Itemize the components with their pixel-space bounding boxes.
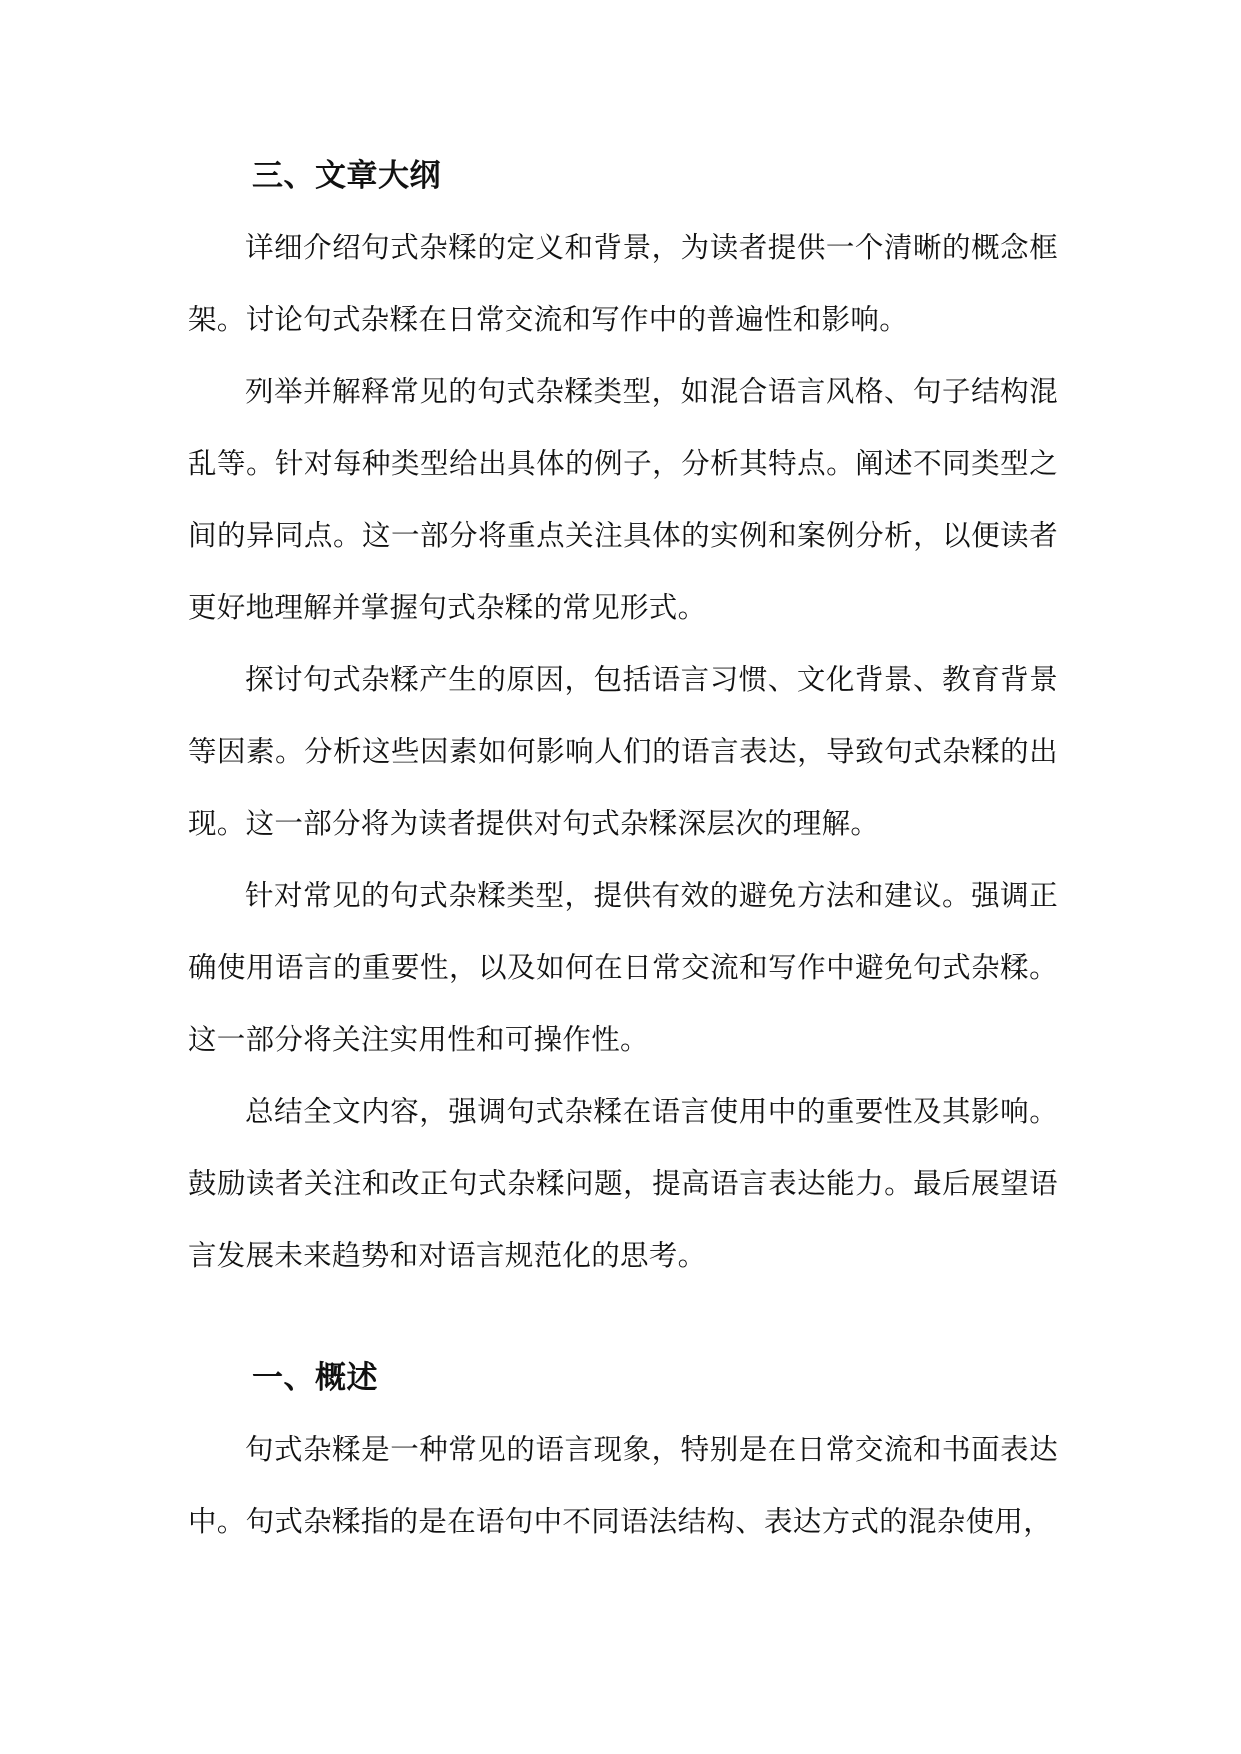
section-heading-outline: 三、文章大纲 [252,158,441,194]
document-body [188,140,1058,1558]
section-heading-overview: 一、概述 [252,1360,378,1396]
overview-paragraph-1: 句式杂糅是一种常见的语言现象，特别是在日常交流和书面表达中。句式杂糅指的是在语句中不同语法结构、表达方式的混杂使用， [188,1433,1058,1538]
outline-paragraph-3: 探讨句式杂糅产生的原因，包括语言习惯、文化背景、教育背景等因素。分析这些因素如何影响人们的语言表达，导致句式杂糅的出现。这一部分将为读者提供对句式杂糅深层次的理解。 [188,663,1058,840]
outline-paragraph-4: 针对常见的句式杂糅类型，提供有效的避免方法和建议。强调正确使用语言的重要性，以及如何在日常交流和写作中避免句式杂糅。这一部分将关注实用性和可操作性。 [188,879,1058,1056]
outline-paragraph-5: 总结全文内容，强调句式杂糅在语言使用中的重要性及其影响。鼓励读者关注和改正句式杂糅问题，提高语言表达能力。最后展望语言发展未来趋势和对语言规范化的思考。 [188,1095,1058,1272]
outline-paragraph-2: 列举并解释常见的句式杂糅类型，如混合语言风格、句子结构混乱等。针对每种类型给出具体的例子，分析其特点。阐述不同类型之间的异同点。这一部分将重点关注具体的实例和案例分析，以便读者更好地理解并掌握句式杂糅的常见形式。 [188,375,1058,624]
outline-paragraph-1: 详细介绍句式杂糅的定义和背景，为读者提供一个清晰的概念框架。讨论句式杂糅在日常交流和写作中的普遍性和影响。 [188,231,1058,336]
